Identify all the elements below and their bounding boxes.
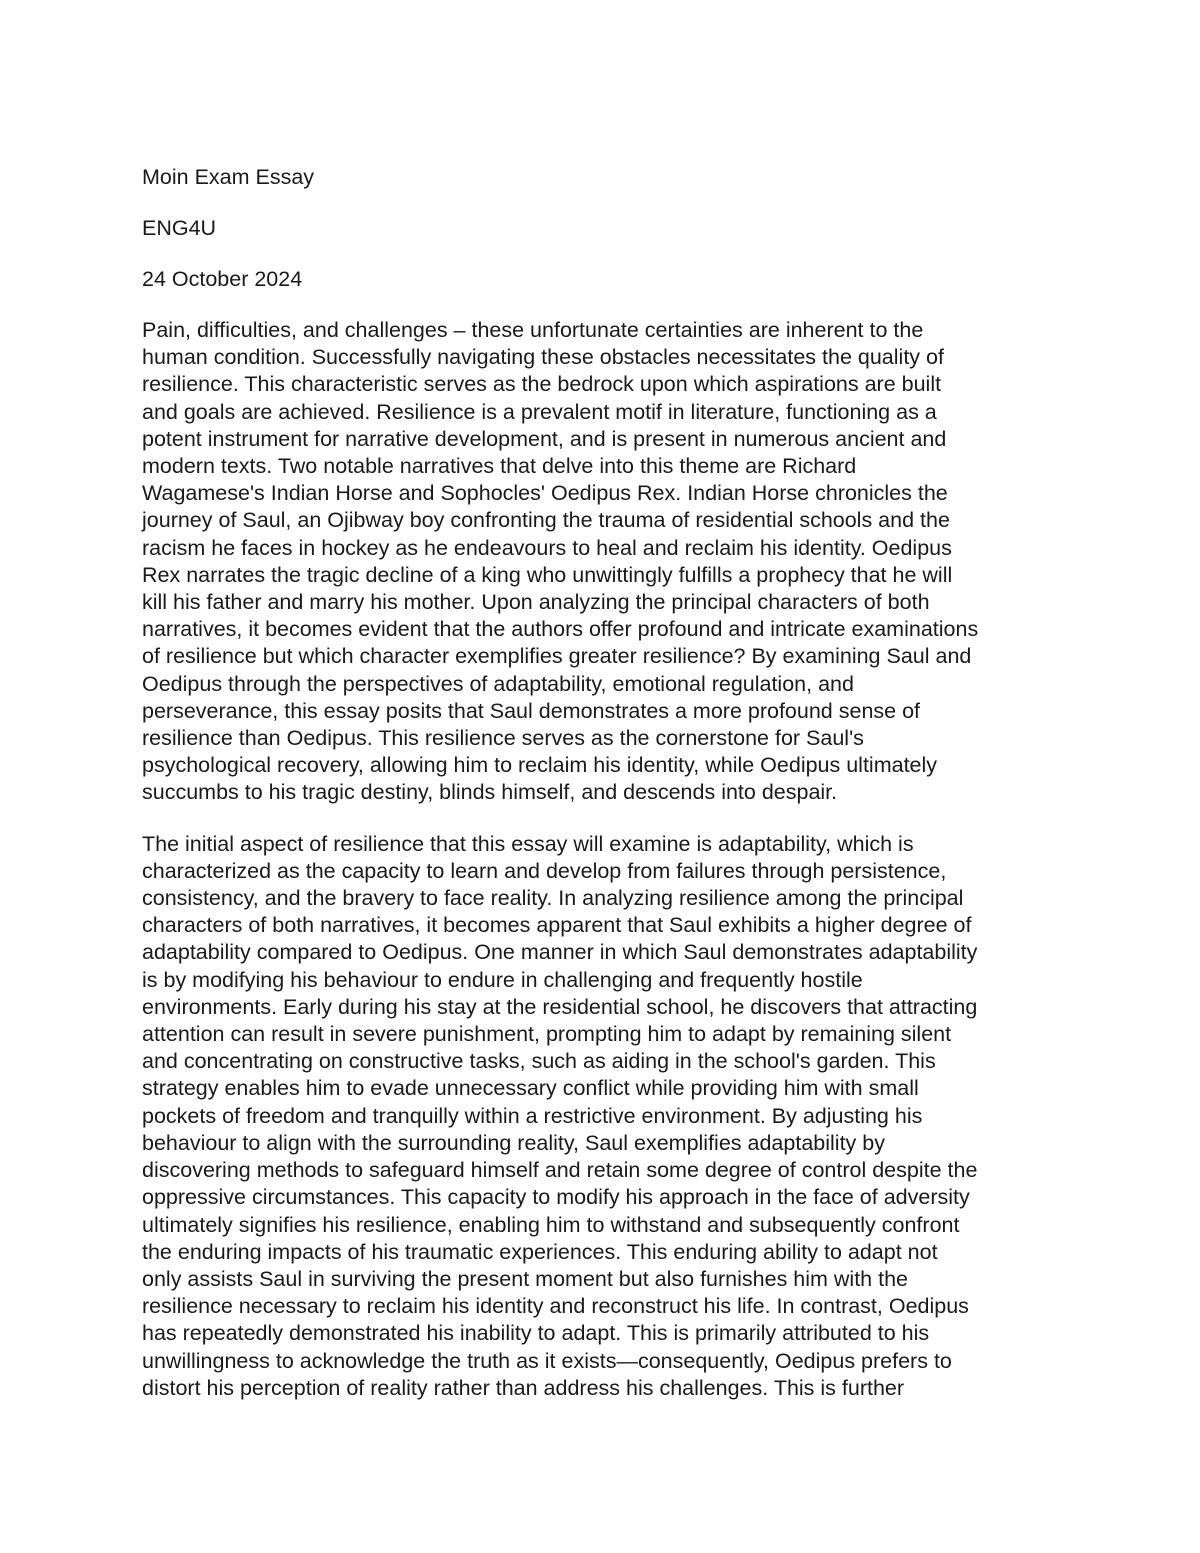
paragraph-line: potent instrument for narrative development, and is present in numerous ancient and [142,426,947,451]
document-body [142,164,1060,1426]
essay-title: Moin Exam Essay [142,165,315,189]
paragraph-line: pockets of freedom and tranquilly within a restrictive environment. By adjusting his [142,1103,923,1128]
paragraph-line: consistency, and the bravery to face reality. In analyzing resilience among the principal [142,886,964,911]
paragraph-line: attention can result in severe punishment, prompting him to adapt by remaining silent [142,1022,952,1047]
paragraph-line: modern texts. Two notable narratives that delve into this theme are Richard [142,454,857,479]
paragraph-line: characters of both narratives, it becomes apparent that Saul exhibits a higher degree of [142,913,972,938]
paragraph-line: perseverance, this essay posits that Saul demonstrates a more profound sense of [142,698,921,723]
paragraph-line: adaptability compared to Oedipus. One manner in which Saul demonstrates adaptability [142,940,978,965]
paragraph-line: human condition. Successfully navigating these obstacles necessitates the quality of [142,345,944,370]
paragraph-line: discovering methods to safeguard himself and retain some degree of control despite the [142,1158,978,1183]
paragraph-line: resilience necessary to reclaim his identity and reconstruct his life. In contrast, Oedipus [142,1294,969,1319]
paragraph-line: of resilience but which character exemplifies greater resilience? By examining Saul and [142,644,972,669]
essay-paragraph [142,317,1060,807]
paragraph-line: behaviour to align with the surrounding reality, Saul exemplifies adaptability by [142,1130,885,1155]
paragraph-line: Oedipus through the perspectives of adaptability, emotional regulation, and [142,671,854,696]
paragraph-line: has repeatedly demonstrated his inability to adapt. This is primarily attributed to his [142,1321,930,1346]
paragraph-line: strategy enables him to evade unnecessary conflict while providing him with small [142,1076,919,1101]
paragraph-line: and goals are achieved. Resilience is a prevalent motif in literature, functioning as a [142,399,937,424]
paragraph-line: environments. Early during his stay at the residential school, he discovers that attracting [142,994,978,1019]
paragraph-line: The initial aspect of resilience that this essay will examine is adaptability, which is [142,831,914,856]
paragraph-line: characterized as the capacity to learn and develop from failures through persistence, [142,858,947,883]
paragraph-line: distort his perception of reality rather than address his challenges. This is further [142,1375,905,1400]
paragraph-line: journey of Saul, an Ojibway boy confronting the trauma of residential schools and the [142,508,950,533]
paragraph-line: racism he faces in hockey as he endeavours to heal and reclaim his identity. Oedipus [142,535,952,560]
course-code: ENG4U [142,216,217,240]
paragraph-line: psychological recovery, allowing him to reclaim his identity, while Oedipus ultimately [142,753,938,778]
paragraph-line: and concentrating on constructive tasks, such as aiding in the school's garden. This [142,1049,936,1074]
paragraph-line: oppressive circumstances. This capacity to modify his approach in the face of adversity [142,1185,970,1210]
paragraph-line: resilience than Oedipus. This resilience serves as the cornerstone for Saul's [142,726,864,751]
paragraph-line: is by modifying his behaviour to endure in challenging and frequently hostile [142,967,863,992]
paragraph-line: only assists Saul in surviving the present moment but also furnishes him with the [142,1266,909,1291]
paragraph-line: kill his father and marry his mother. Upon analyzing the principal characters of both [142,590,930,615]
paragraph-line: unwillingness to acknowledge the truth as it exists—consequently, Oedipus prefers to [142,1348,952,1373]
essay-date: 24 October 2024 [142,267,303,291]
paragraph-line: Wagamese's Indian Horse and Sophocles' Oedipus Rex. Indian Horse chronicles the [142,481,948,506]
paragraph-line: succumbs to his tragic destiny, blinds himself, and descends into despair. [142,780,838,805]
paragraph-line: Rex narrates the tragic decline of a king who unwittingly fulfills a prophecy that he will [142,562,953,587]
essay-paragraphs [142,317,1060,1402]
paragraph-line: ultimately signifies his resilience, enabling him to withstand and subsequently confront [142,1212,960,1237]
paragraph-line: narratives, it becomes evident that the authors offer profound and intricate examinations [142,617,979,642]
paragraph-line: the enduring impacts of his traumatic experiences. This enduring ability to adapt not [142,1239,938,1264]
paragraph-line: Pain, difficulties, and challenges – these unfortunate certainties are inherent to the [142,318,924,342]
paragraph-line: resilience. This characteristic serves as the bedrock upon which aspirations are built [142,372,942,397]
essay-paragraph [142,831,1060,1402]
